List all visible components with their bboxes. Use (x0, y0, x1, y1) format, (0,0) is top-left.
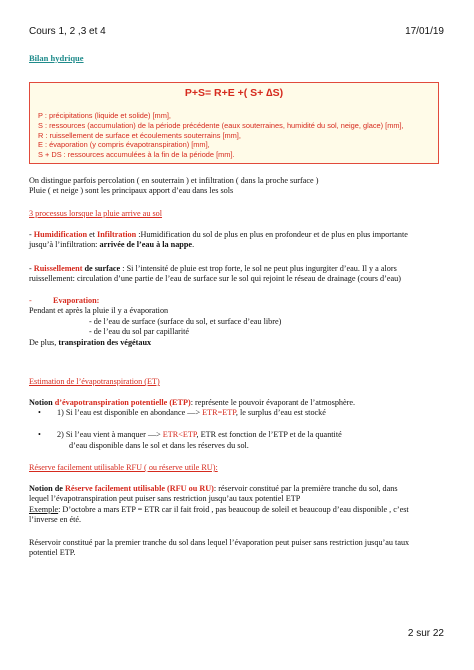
processes-heading: 3 processus lorsque la pluie arrive au sol (29, 209, 163, 218)
definition-r: R : ruissellement de surface et écoulements souterrains [mm], (38, 130, 241, 140)
formula: P+S= R+E +( S+ ∆S) (184, 87, 284, 99)
term-ruissellement: Ruissellement (33, 264, 83, 273)
humidification-emphasis: arrivée de l’eau à la nappe (99, 240, 193, 250)
intro-line: On distingue parfois percolation ( en souterrain ) et infiltration ( dans la proche surface ) (29, 176, 319, 185)
example-line2: l’inverse en été. (29, 515, 82, 525)
etp-heading: Estimation de l’évapotranspiration (ET) (29, 377, 160, 386)
rfu-notion (29, 484, 459, 526)
bullet2-red: ETR<ETP (162, 430, 197, 440)
evaporation-sub1: - de l’eau de surface (surface du sol, et surface d’eau libre) (89, 316, 282, 326)
formula-definitions (38, 111, 404, 160)
formula-box (29, 82, 439, 164)
notion-term: Réserve facilement utilisable (RFU ou RU) (64, 484, 214, 493)
rfu-paragraph (29, 538, 469, 559)
term-evaporation: Evaporation: (53, 296, 100, 305)
bullet1-pre: 1) Si l’eau est disponible en abondance —> (57, 408, 203, 417)
intro-line: Pluie ( et neige ) sont les principaux apport d’eau dans les sols (29, 186, 234, 196)
list-item (38, 430, 448, 451)
bullet1-post: , le surplus d’eau est stocké (235, 408, 326, 417)
evaporation-sub2: - de l’eau du sol par capillarité (89, 327, 190, 337)
notion-label: Notion de (29, 484, 65, 493)
ruissellement-text: : Si l’intensité de pluie est trop forte, le sol ne peut plus ingurgiter d’eau. Il y a alors (120, 264, 397, 273)
dash: - (29, 230, 34, 239)
etp-notion (29, 398, 449, 408)
humidification-text: :Humidification du sol de plus en plus en profondeur et de plus en plus importante (136, 230, 408, 239)
term-humidification: Humidification (33, 230, 88, 239)
paragraph-line: Réservoir constitué par la premier tranche du sol dans lequel l’évaporation peut puiser sans restriction jusqu’au taux (29, 538, 410, 547)
humidification-line2: jusqu’à l’infiltration: (29, 240, 100, 250)
dash: - (29, 296, 32, 305)
definition-p: P : précipitations (liquide et solide) [mm], (38, 111, 171, 120)
dash: - (29, 264, 34, 273)
bullet2-line2: d’eau disponible dans le sol et dans les réserves du sol. (69, 440, 249, 450)
notion-label: Notion (29, 398, 55, 407)
notion-text: : réservoir constitué par la première tranche du sol, dans (213, 484, 398, 493)
header-course-title: Cours 1, 2 ,3 et 4 (29, 26, 106, 37)
notion-text: : représente le pouvoir évaporant de l’atmosphère. (190, 398, 356, 407)
period: . (192, 240, 195, 250)
notion-term: d’évapotranspiration potentielle (ETP) (54, 398, 191, 407)
list-item (38, 408, 448, 418)
bullet2-post: , ETR est fonction de l’ETP et de la quantité (196, 430, 342, 440)
evaporation-last-pre: De plus, (29, 337, 59, 347)
connector: et (87, 230, 98, 239)
rfu-heading: Réserve facilement utilisable RFU ( ou réserve utile RU): (29, 463, 218, 472)
definition-ds: S + DS : ressources accumulées à la fin de la période [mm]. (38, 150, 235, 160)
ruissellement-line2: ruissellement: circulation d’une partie de l’eau de surface sur le sol qui rejoint le réseau de drainage (cours d’eau) (29, 274, 401, 284)
process-evaporation (29, 296, 449, 348)
section-title: Bilan hydrique (29, 53, 84, 63)
term-infiltration: Infiltration (97, 230, 137, 239)
definition-e: E : évaporation (y compris évapotranspiration) [mm], (38, 140, 210, 150)
rfu-line2: lequel l’évapotranspiration peut puiser sans restriction jusqu’au taux potentiel ETP (29, 494, 301, 504)
page-number: 2 sur 22 (407, 628, 444, 639)
etp-bullet-list (38, 408, 448, 451)
example-text: : D’octobre a mars ETP = ETR car il fait froid , pas beaucoup de soleil et beaucoup d’eau disponible , c’est (58, 504, 409, 514)
bullet-dot: • (38, 430, 41, 440)
process-humidification (29, 230, 449, 251)
ruissellement-bold: de surface (82, 264, 121, 273)
bullet1-red: ETR=ETP (202, 408, 236, 417)
evaporation-line1: Pendant et après la pluie il y a évaporation (29, 306, 169, 316)
definition-s: S : ressources (accumulation) de la période précédente (eaux souterraines, humidité du sol, neige, glace) [mm], (38, 120, 404, 130)
bullet-dot: • (38, 408, 41, 417)
bullet2-pre: 2) Si l’eau vient à manquer —> (57, 430, 163, 440)
header-date: 17/01/19 (405, 26, 444, 37)
example-label: Exemple (29, 504, 59, 514)
evaporation-last-bold: transpiration des végétaux (58, 337, 152, 347)
paragraph-line: potentiel ETP. (29, 548, 76, 558)
process-ruissellement (29, 264, 459, 285)
intro-paragraph (29, 176, 318, 197)
